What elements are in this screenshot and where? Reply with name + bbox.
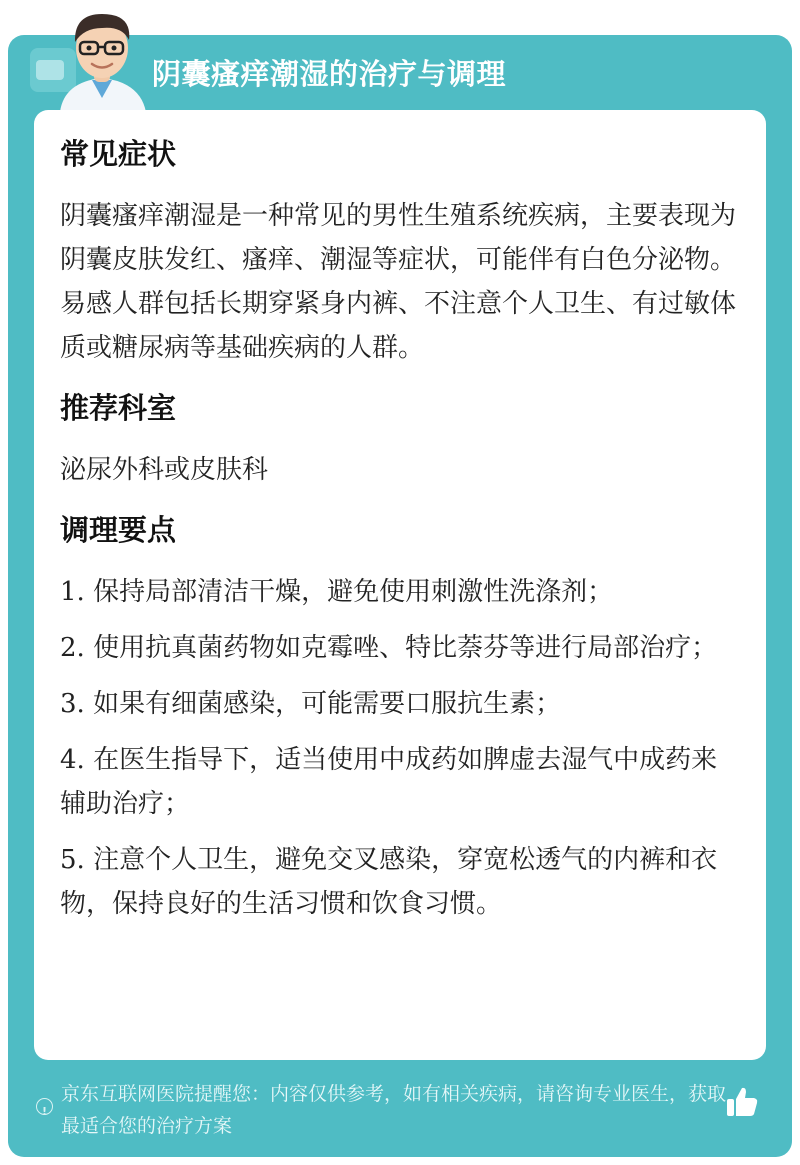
disclaimer-text: 京东互联网医院提醒您：内容仅供参考，如有相关疾病，请咨询专业医生，获取最适合您的治疗方案 (61, 1083, 727, 1137)
list-item: 3. 如果有细菌感染，可能需要口服抗生素； (60, 689, 562, 719)
list-item: 1. 保持局部清洁干燥，避免使用刺激性洗涤剂； (60, 577, 614, 607)
list-item: 5. 注意个人卫生，避免交叉感染，穿宽松透气的内裤和衣物，保持良好的生活习惯和饮食习惯。 (60, 845, 718, 919)
care-heading: 调理要点 (60, 513, 177, 547)
info-icon (36, 1098, 53, 1115)
content-card (34, 110, 766, 1060)
department-text: 泌尿外科或皮肤科 (60, 455, 269, 485)
care-list (60, 570, 740, 926)
page-title: 阴囊瘙痒潮湿的治疗与调理 (152, 57, 507, 91)
department-heading: 推荐科室 (60, 391, 177, 425)
list-item: 2. 使用抗真菌药物如克霉唑、特比萘芬等进行局部治疗； (60, 633, 718, 663)
list-item: 4. 在医生指导下，适当使用中成药如脾虚去湿气中成药来辅助治疗； (60, 745, 718, 819)
symptoms-heading: 常见症状 (60, 137, 177, 171)
thumbs-up-icon[interactable] (724, 1084, 760, 1120)
symptoms-text: 阴囊瘙痒潮湿是一种常见的男性生殖系统疾病，主要表现为阴囊皮肤发红、瘙痒、潮湿等症状，可能伴有白色分泌物。易感人群包括长期穿紧身内裤、不注意个人卫生、有过敏体质或糖尿病等基础疾病的人群。 (60, 201, 737, 363)
disclaimer-footer (36, 1078, 726, 1142)
